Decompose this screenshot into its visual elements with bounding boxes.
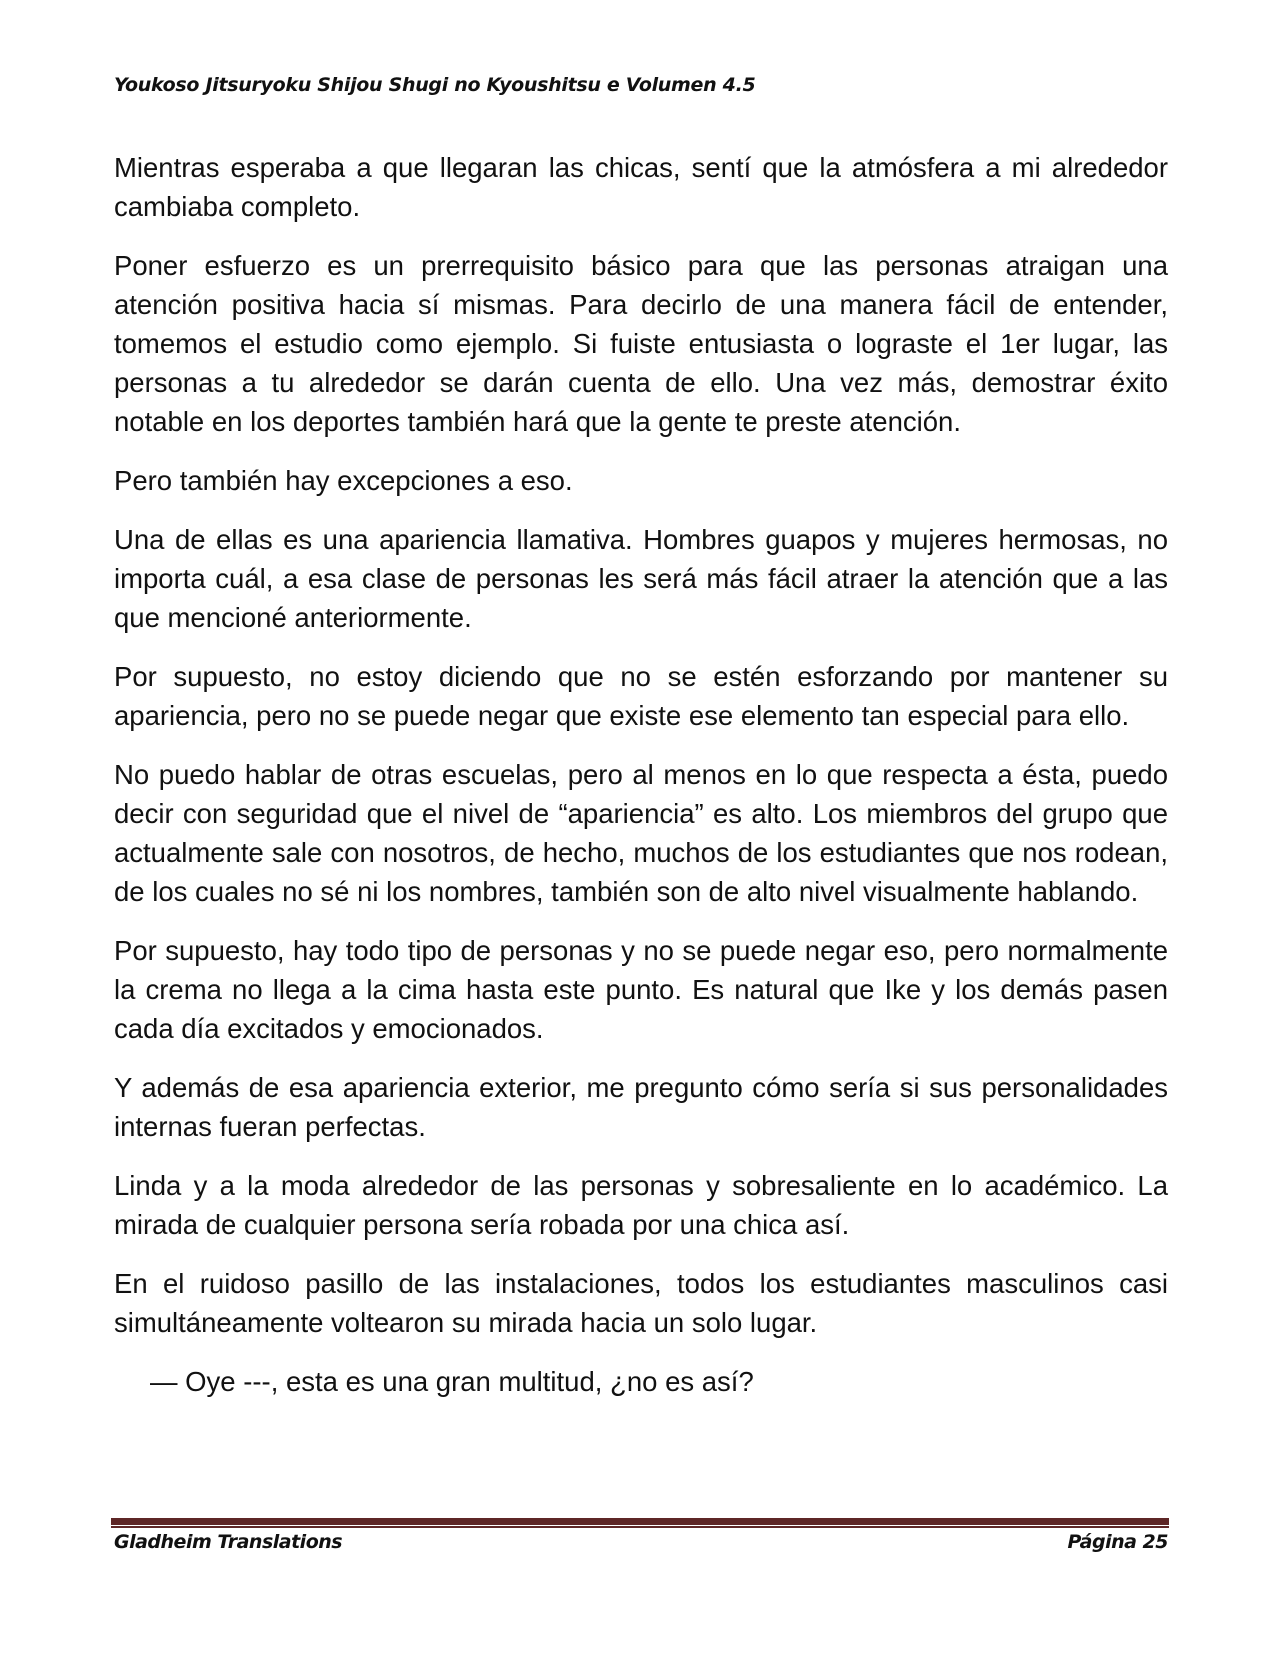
footer-publisher: Gladheim Translations [114, 1531, 343, 1553]
paragraph: Poner esfuerzo es un prerrequisito básico para que las personas atraigan una atención positiva hacia sí mismas. Para decirlo de una manera fácil de entender, tomemos el estudio como ejemplo. Si fuiste entusiasta o lograste el 1er lugar, las personas a tu alrededor se darán cuenta de ello. Una vez más, demostrar éxito notable en los deportes también hará que la gente te preste atención. [114, 250, 1168, 437]
paragraph: Pero también hay excepciones a eso. [114, 465, 573, 496]
paragraph: Y además de esa apariencia exterior, me pregunto cómo sería si sus personalidades internas fueran perfectas. [114, 1072, 1168, 1142]
dialogue-line: — Oye ---, esta es una gran multitud, ¿no es así? [150, 1366, 754, 1397]
paragraph: Linda y a la moda alrededor de las personas y sobresaliente en lo académico. La mirada de cualquier persona sería robada por una chica así. [114, 1170, 1168, 1240]
page-body [114, 148, 1168, 1421]
paragraph: Una de ellas es una apariencia llamativa. Hombres guapos y mujeres hermosas, no importa cuál, a esa clase de personas les será más fácil atraer la atención que a las que mencioné anteriormente. [114, 524, 1168, 633]
running-header: Youkoso Jitsuryoku Shijou Shugi no Kyoushitsu e Volumen 4.5 [114, 74, 756, 96]
paragraph: En el ruidoso pasillo de las instalaciones, todos los estudiantes masculinos casi simultáneamente voltearon su mirada hacia un solo lugar. [114, 1268, 1168, 1338]
page-number: Página 25 [1067, 1531, 1168, 1553]
paragraph: No puedo hablar de otras escuelas, pero al menos en lo que respecta a ésta, puedo decir con seguridad que el nivel de “apariencia” es alto. Los miembros del grupo que actualmente sale con nosotros, de hecho, muchos de los estudiantes que nos rodean, de los cuales no sé ni los nombres, también son de alto nivel visualmente hablando. [114, 759, 1168, 907]
paragraph: Por supuesto, no estoy diciendo que no se estén esforzando por mantener su apariencia, pero no se puede negar que existe ese elemento tan especial para ello. [114, 661, 1168, 731]
paragraph: Mientras esperaba a que llegaran las chicas, sentí que la atmósfera a mi alrededor cambiaba completo. [114, 152, 1168, 222]
footer-rule [111, 1518, 1169, 1526]
paragraph: Por supuesto, hay todo tipo de personas y no se puede negar eso, pero normalmente la crema no llega a la cima hasta este punto. Es natural que Ike y los demás pasen cada día excitados y emocionados. [114, 935, 1168, 1044]
